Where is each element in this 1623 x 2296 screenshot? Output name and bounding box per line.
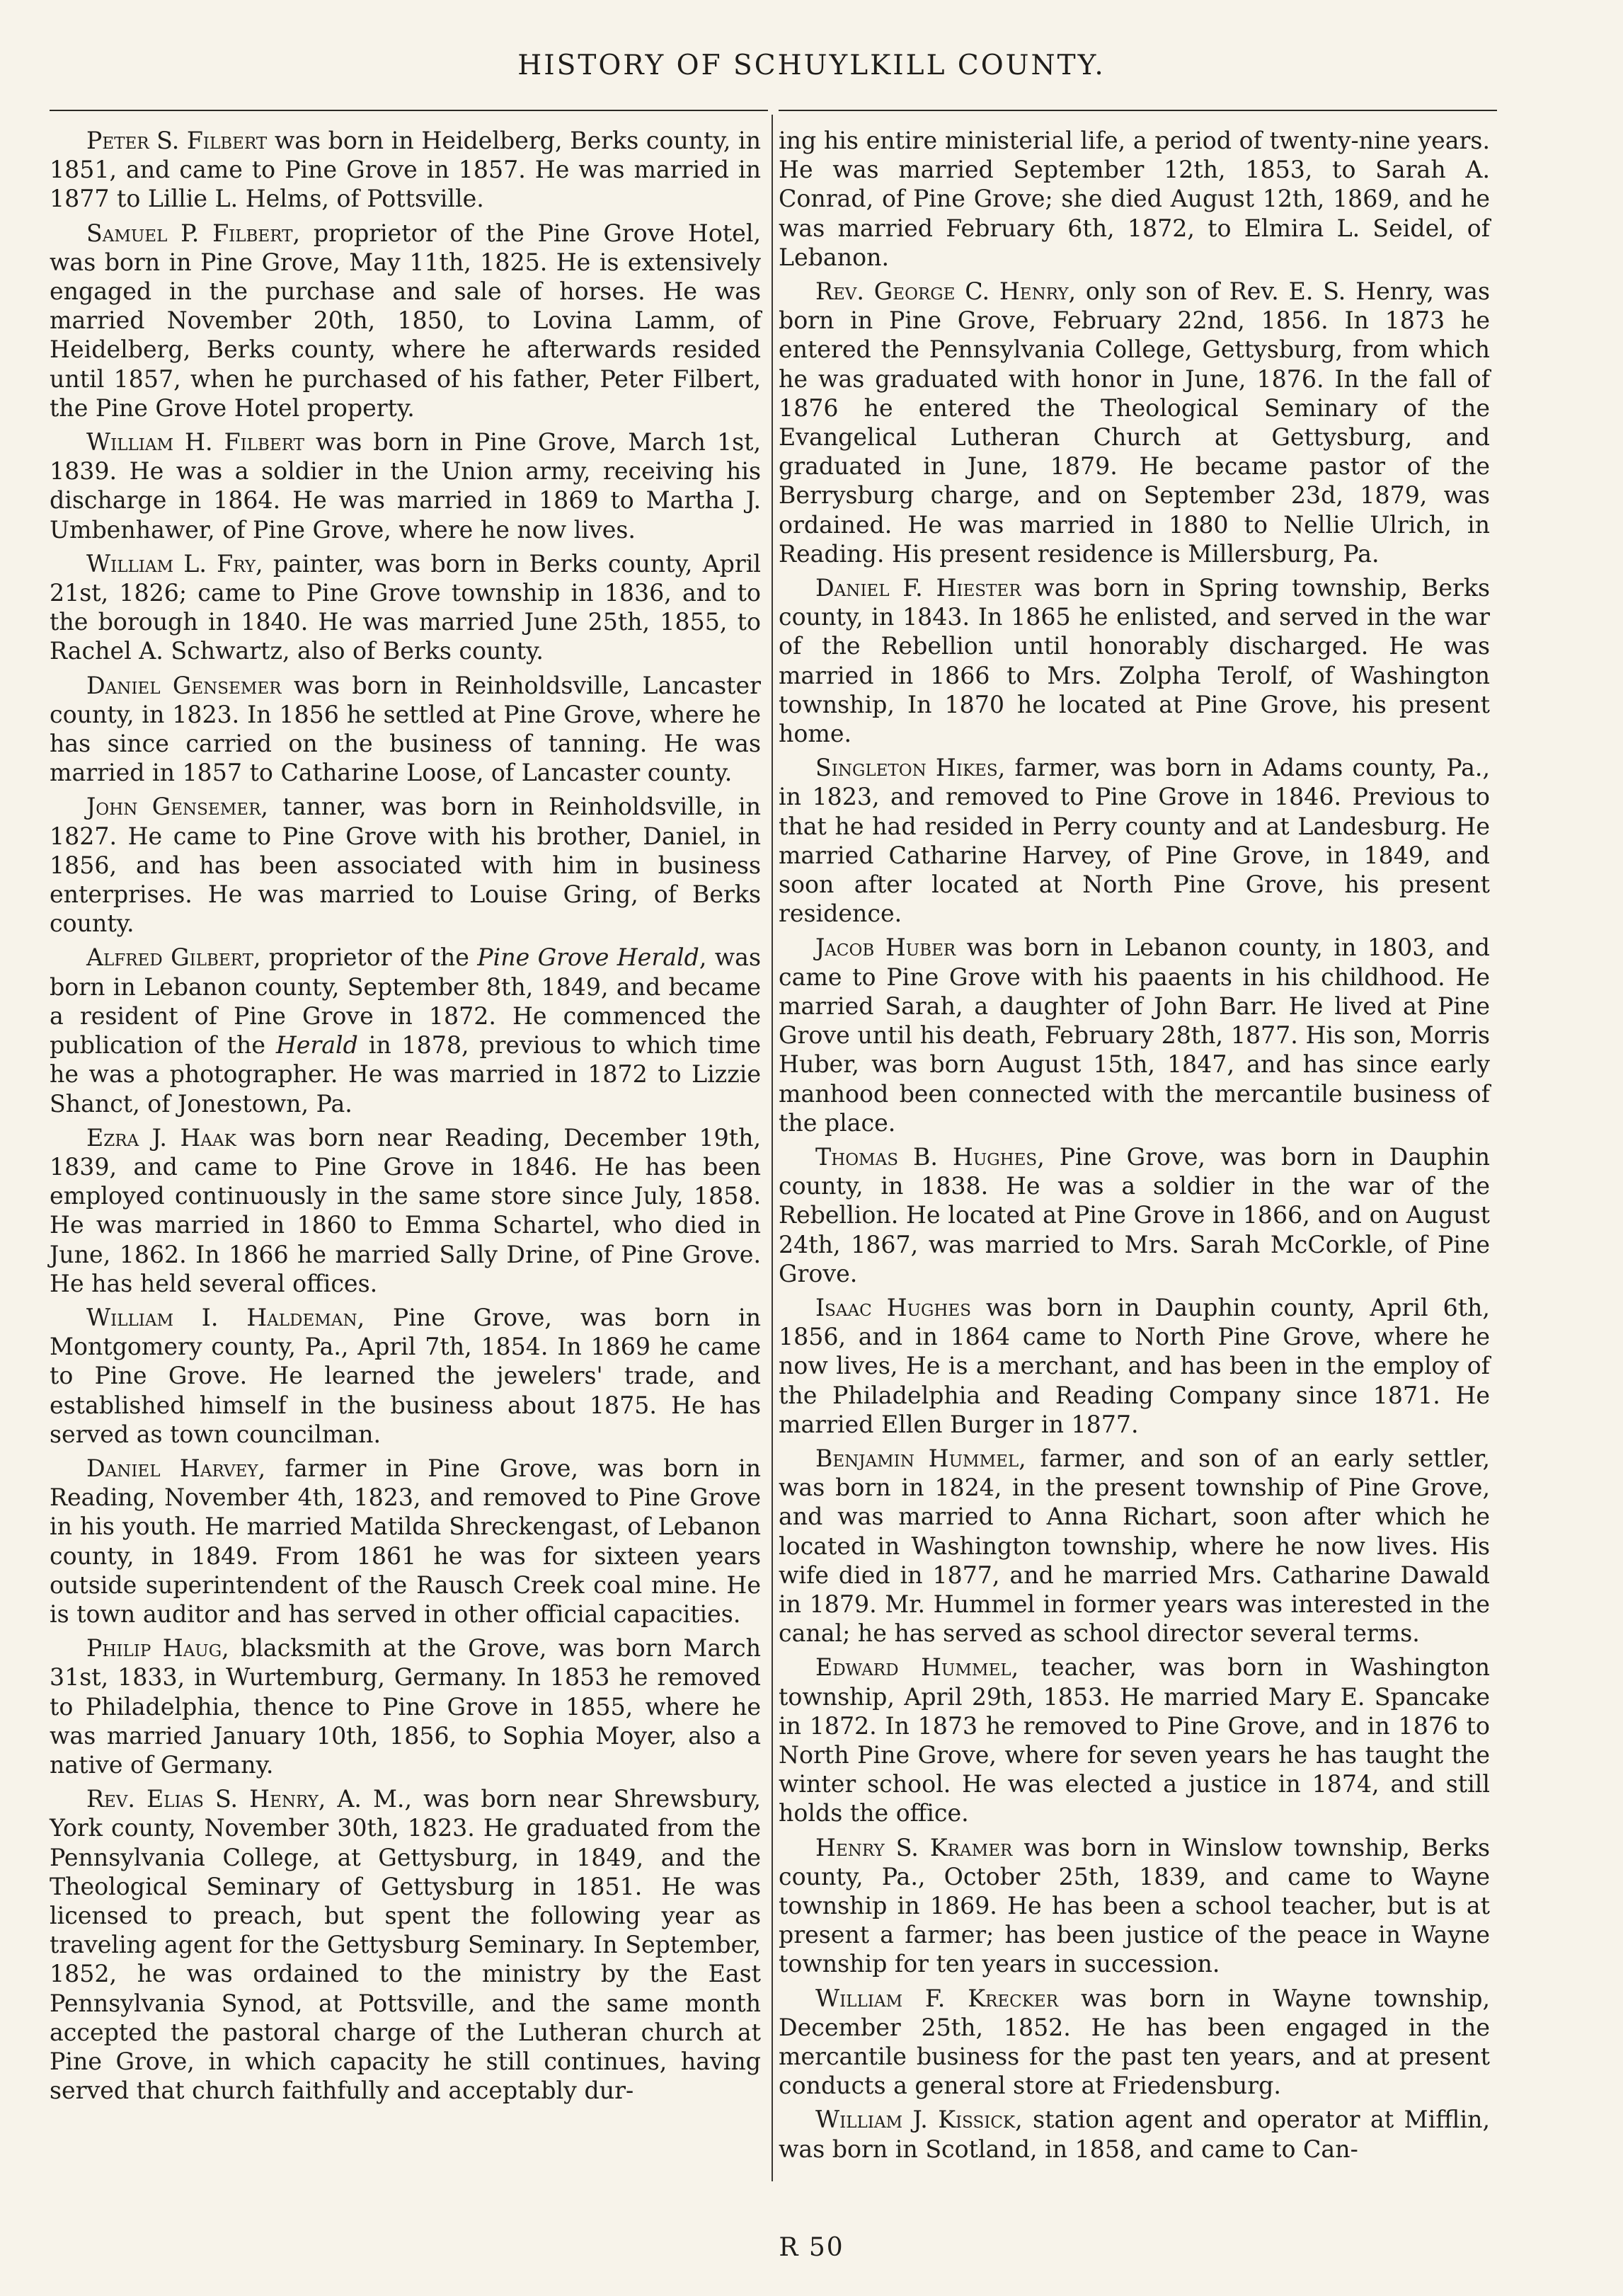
person-name: Benjamin Hummel bbox=[815, 1444, 1019, 1472]
biography-entry bbox=[50, 427, 761, 544]
person-name: William H. Filbert bbox=[86, 428, 304, 457]
person-name: William F. Krecker bbox=[815, 1984, 1059, 2012]
biography-entry bbox=[779, 1984, 1490, 2101]
person-name: William I. Haldeman bbox=[86, 1303, 357, 1331]
page-title: HISTORY OF SCHUYLKILL COUNTY. bbox=[517, 50, 1106, 81]
entry-text: , farmer, was born in Adams county, Pa., in 1823, and removed to Pine Grove in 1846. Previous to that he had resided in Perry county and at Landesburg. He married Catharine Harvey, of Pine Grove, in 1849, and soon after located at North Pine Grove, his present residence. bbox=[779, 754, 1490, 928]
entry-text: in 1878, previous to which time he was a photographer. He was married in 1872 to Lizzie Shanct, of Jonestown, Pa. bbox=[50, 1031, 761, 1118]
biography-entry bbox=[50, 1784, 761, 2105]
person-name: Peter S. Filbert bbox=[86, 127, 268, 154]
biography-entry bbox=[50, 792, 761, 938]
page-number: R 50 bbox=[779, 2233, 844, 2262]
biography-entry bbox=[779, 933, 1490, 1137]
entry-text: was born in Reinholdsville, Lancaster county, in 1823. In 1856 he settled at Pine Grove, where he has since carried on the business of tanning. He was married in 1857 to Catharine Loose, of Lancaster county. bbox=[50, 671, 762, 787]
biography-entry bbox=[779, 1293, 1490, 1439]
biography-entry bbox=[50, 671, 761, 788]
person-name: Thomas B. Hughes bbox=[815, 1142, 1038, 1171]
entry-text: , farmer in Pine Grove, was born in Reading, November 4th, 1823, and removed to Pine Grove in his youth. He married Matilda Shreckengast, of Lebanon county, in 1849. From 1861 he was for sixteen years outside superintendent of the Rausch Creek coal mine. He is town auditor and has served in other official capacities. bbox=[50, 1454, 761, 1628]
person-name: Rev. George C. Henry bbox=[815, 277, 1069, 306]
header-rule-right bbox=[779, 110, 1497, 111]
right-column bbox=[779, 126, 1490, 2169]
entry-text: , Pine Grove, was born in Dauphin county, in 1838. He was a soldier in the war of the Rebellion. He located at Pine Grove in 1866, and on August 24th, 1867, was married to Mrs. Sarah McCorkle, of Pine Grove. bbox=[779, 1142, 1490, 1287]
person-name: Isaac Hughes bbox=[815, 1293, 971, 1321]
entry-text: , Pine Grove, was born in Montgomery county, Pa., April 7th, 1854. In 1869 he came to Pine Grove. He learned the jewelers' trade, and established himself in the business about 1875. He has served as town councilman. bbox=[50, 1303, 761, 1448]
person-name: Samuel P. Filbert bbox=[86, 219, 293, 247]
entry-text: , was born in Lebanon county, September 8th, 1849, and became a resident of Pine Grove in 1872. He commenced the publication of the bbox=[50, 943, 761, 1060]
biography-entry bbox=[779, 753, 1490, 928]
entry-text: was born in Dauphin county, April 6th, 1856, and in 1864 came to North Pine Grove, where he now lives, He is a merchant, and has been in the employ of the Philadelphia and Reading Company since 1871. He married Ellen Burger in 1877. bbox=[779, 1293, 1490, 1438]
person-name: Edward Hummel bbox=[815, 1653, 1011, 1682]
entry-text: , farmer, and son of an early settler, was born in 1824, in the present township of Pine Grove, and was married to Anna Richart, soon after which he located in Washington township, where he now lives. His wife died in 1877, and he married Mrs. Catharine Dawald in 1879. Mr. Hummel in former years was interested in the canal; he has served as school director several terms. bbox=[779, 1444, 1490, 1648]
person-name: Rev. Elias S. Henry, A. M. bbox=[86, 1785, 405, 1813]
biography-entry bbox=[50, 126, 761, 214]
person-name: Ezra J. Haak bbox=[86, 1123, 236, 1152]
person-name: Jacob Huber bbox=[815, 934, 956, 962]
continued-entry: ing his entire ministerial life, a period of twenty-nine years. He was married September 12th, 1853, to Sarah A. Conrad, of Pine Grove; she died August 12th, 1869, and he was married February 6th, 1872, to Elmira L. Seidel, of Lebanon. bbox=[779, 127, 1490, 271]
person-name: Daniel Gensemer bbox=[86, 671, 282, 699]
biography-entry bbox=[50, 549, 761, 666]
person-name: Henry S. Kramer bbox=[815, 1833, 1013, 1861]
person-name: Alfred Gilbert bbox=[86, 943, 253, 972]
biography-entry bbox=[50, 943, 761, 1118]
biography-entry bbox=[50, 219, 761, 423]
person-name: Philip Haug bbox=[86, 1634, 222, 1663]
biography-entry bbox=[50, 1634, 761, 1779]
biography-entry bbox=[779, 1444, 1490, 1648]
newspaper-title: Pine Grove Herald bbox=[477, 943, 699, 972]
person-name: William L. Fry bbox=[86, 549, 256, 578]
left-column bbox=[50, 126, 761, 2110]
entry-text: , teacher, was born in Washington township, April 29th, 1853. He married Mary E. Spancake in 1872. In 1873 he removed to Pine Grove, and in 1876 to North Pine Grove, where for seven years he has taught the winter school. He was elected a justice in 1874, and still holds the office. bbox=[779, 1653, 1490, 1827]
header-rule-left bbox=[50, 110, 768, 111]
biography-entry bbox=[50, 1303, 761, 1449]
entry-text: , proprietor of the Pine Grove Hotel, was born in Pine Grove, May 11th, 1825. He is extensively engaged in the purchase and sale of horses. He was married November 20th, 1850, to Lovina Lamm, of Heidelberg, Berks county, where he afterwards resided until 1857, when he purchased of his father, Peter Filbert, the Pine Grove Hotel property. bbox=[50, 219, 761, 422]
biography-entry bbox=[779, 2105, 1490, 2163]
biography-entry bbox=[50, 1454, 761, 1629]
biography-entry bbox=[779, 1833, 1490, 1979]
biography-entry bbox=[779, 1142, 1490, 1288]
entry-text: was born in Spring township, Berks county, in 1843. In 1865 he enlisted, and served in the war of the Rebellion until honorably discharged. He was married in 1866 to Mrs. Zolpha Terolf, of Washington township, In 1870 he located at Pine Grove, his present home. bbox=[779, 574, 1490, 748]
entry-text: , only son of Rev. E. S. Henry, was born in Pine Grove, February 22nd, 1856. In 1873 he entered the Pennsylvania College, Gettysburg, from which he was graduated with honor in June, 1876. In the fall of 1876 he entered the Theological Seminary of the Evangelical Lutheran Church at Gettysburg, and graduated in June, 1879. He became pastor of the Berrysburg charge, and on September 23d, 1879, was ordained. He was married in 1880 to Nellie Ulrich, in Reading. His present residence is Millersburg, Pa. bbox=[779, 277, 1490, 568]
entry-text: , proprietor of the bbox=[253, 943, 478, 972]
entry-text: , blacksmith at the Grove, was born March 31st, 1833, in Wurtemburg, Germany. In 1853 he removed to Philadelphia, thence to Pine Grove in 1855, where he was married January 10th, 1856, to Sophia Moyer, also a native of Germany. bbox=[50, 1634, 761, 1779]
entry-text: , was born near Shrewsbury, York county, November 30th, 1823. He graduated from the Pennsylvania College, at Gettysburg, in 1849, and the Theological Seminary of Gettysburg in 1851. He was licensed to preach, but spent the following year as traveling agent for the Gettysburg Seminary. In September, 1852, he was ordained to the ministry by the East Pennsylvania Synod, at Pottsville, and the same month accepted the pastoral charge of the Lutheran church at Pine Grove, in which capacity he still continues, having served that church faithfully and acceptably dur- bbox=[50, 1785, 762, 2105]
entry-text: was born in Lebanon county, in 1803, and came to Pine Grove with his paaents in his childhood. He married Sarah, a daughter of John Barr. He lived at Pine Grove until his death, February 28th, 1877. His son, Morris Huber, was born August 15th, 1847, and has since early manhood been connected with the mercantile business of the place. bbox=[779, 934, 1490, 1137]
person-name: John Gensemer bbox=[86, 793, 261, 821]
entry-text: was born in Heidelberg, Berks county, in 1851, and came to Pine Grove in 1857. He was married in 1877 to Lillie L. Helms, of Pottsville. bbox=[50, 127, 761, 213]
person-name: Singleton Hikes bbox=[815, 754, 998, 782]
entry-text: was born in Winslow township, Berks county, Pa., October 25th, 1839, and came to Wayne township in 1869. He has been a school teacher, but is at present a farmer; has been justice of the peace in Wayne township for ten years in succession. bbox=[779, 1833, 1491, 1978]
newspaper-title: Herald bbox=[275, 1031, 358, 1060]
entry-text: was born in Wayne township, December 25th, 1852. He has been engaged in the mercantile business for the past ten years, and at present conducts a general store at Friedensburg. bbox=[779, 1984, 1490, 2100]
entry-text: , tanner, was born in Reinholdsville, in 1827. He came to Pine Grove with his brother, Daniel, in 1856, and has been associated with him in business enterprises. He was married to Louise Gring, of Berks county. bbox=[50, 793, 761, 938]
person-name: Daniel Harvey bbox=[86, 1454, 258, 1482]
biography-entry bbox=[779, 277, 1490, 568]
person-name: Daniel F. Hiester bbox=[815, 574, 1021, 602]
entry-text: , station agent and operator at Mifflin, was born in Scotland, in 1858, and came to Can- bbox=[779, 2106, 1490, 2163]
entry-text: , painter, was born in Berks county, April 21st, 1826; came to Pine Grove township in 1836, and to the borough in 1840. He was married June 25th, 1855, to Rachel A. Schwartz, also of Berks county. bbox=[50, 549, 762, 665]
biography-entry bbox=[779, 1653, 1490, 1827]
biography-entry bbox=[779, 573, 1490, 748]
column-divider bbox=[772, 115, 773, 2181]
biography-entry bbox=[50, 1123, 761, 1298]
entry-text: was born in Pine Grove, March 1st, 1839. He was a soldier in the Union army, receiving his discharge in 1864. He was married in 1869 to Martha J. Umbenhawer, of Pine Grove, where he now lives. bbox=[50, 428, 761, 544]
person-name: William J. Kissick bbox=[815, 2106, 1016, 2134]
entry-text: was born near Reading, December 19th, 1839, and came to Pine Grove in 1846. He has been employed continuously in the same store since July, 1858. He was married in 1860 to Emma Schartel, who died in June, 1862. In 1866 he married Sally Drine, of Pine Grove. He has held several offices. bbox=[50, 1123, 761, 1297]
